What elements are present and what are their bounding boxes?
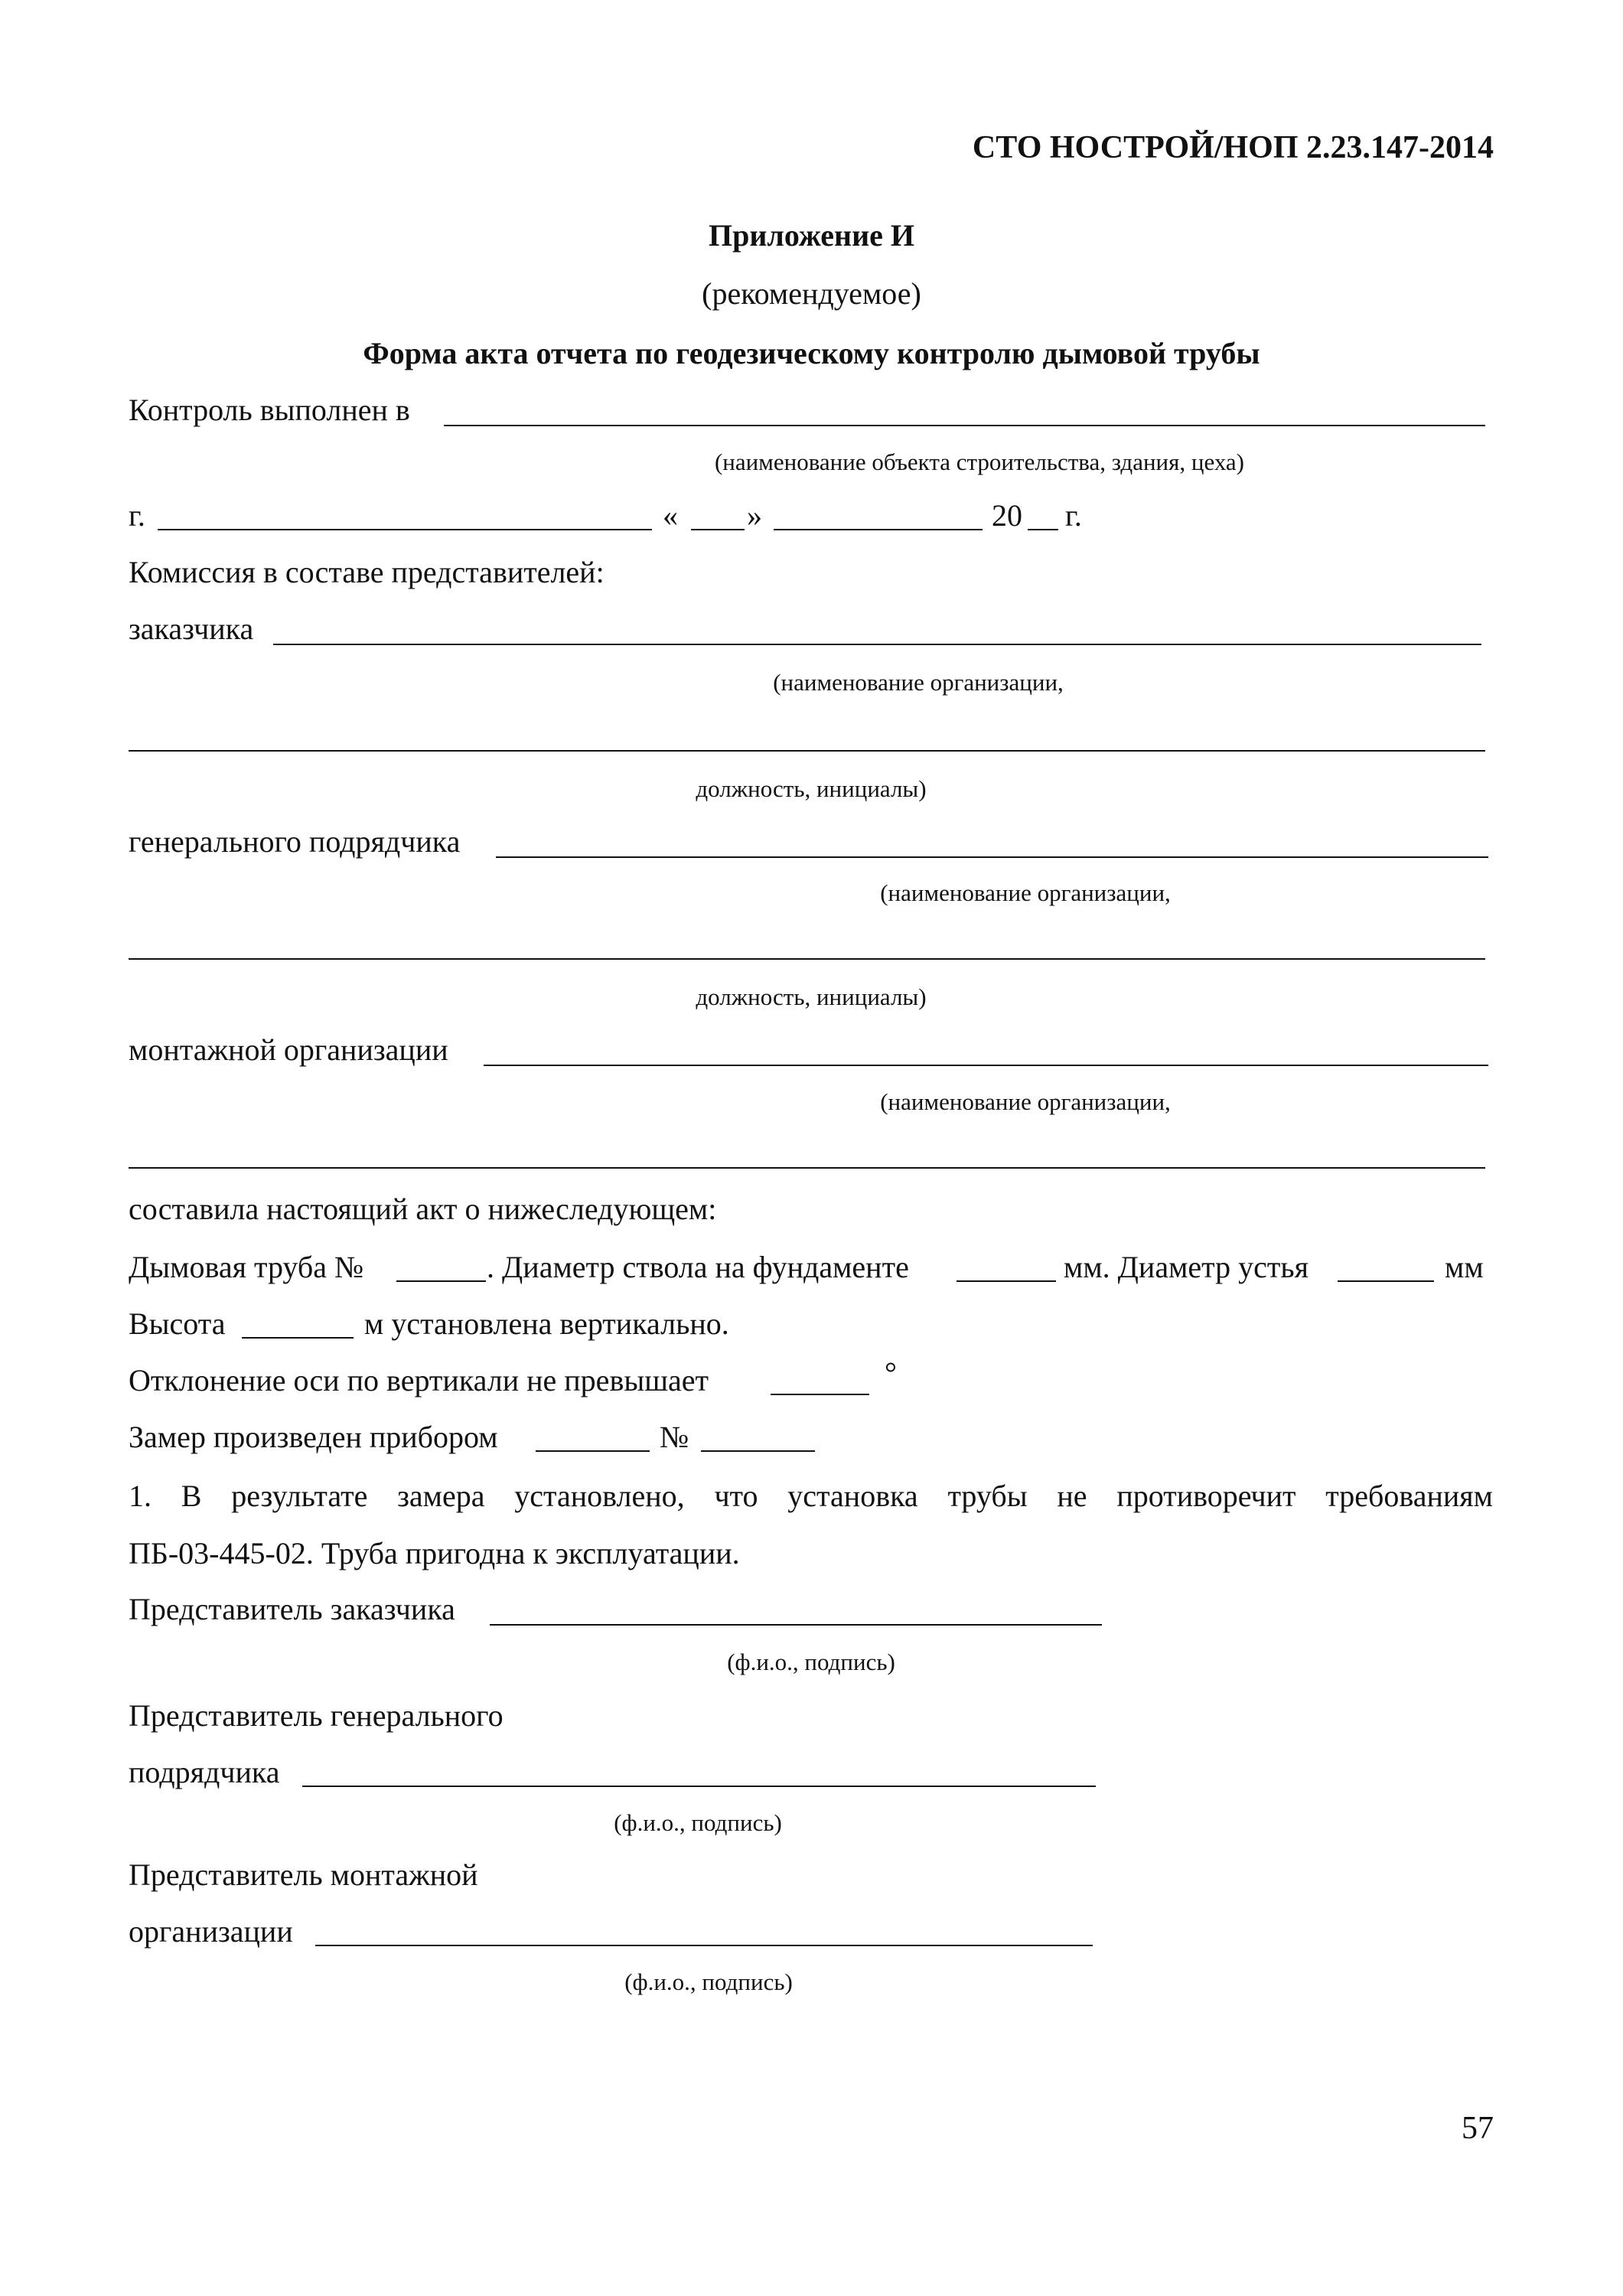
- base-diameter-field[interactable]: [957, 1280, 1056, 1282]
- height-field[interactable]: [242, 1337, 354, 1339]
- installer-signature-field[interactable]: [315, 1945, 1093, 1946]
- object-name-field[interactable]: [444, 425, 1485, 426]
- org-hint-1: (наименование организации,: [773, 669, 1064, 696]
- day-field[interactable]: [691, 529, 745, 530]
- height-suffix: м установлена вертикально.: [364, 1306, 729, 1341]
- month-field[interactable]: [774, 529, 983, 530]
- page-number: 57: [1462, 2111, 1494, 2146]
- form-title: Форма акта отчета по геодезическому контролю дымовой трубы: [363, 336, 1260, 370]
- installer-field-2[interactable]: [129, 1167, 1485, 1169]
- org-hint-3: (наименование организации,: [880, 1088, 1171, 1115]
- result-line-2: ПБ-03-445-02. Труба пригодна к эксплуатации.: [129, 1536, 740, 1570]
- customer-label: заказчика: [129, 612, 254, 646]
- general-contractor-field-2[interactable]: [129, 958, 1485, 960]
- installer-rep-label-1: Представитель монтажной: [129, 1857, 478, 1892]
- customer-rep-label: Представитель заказчика: [129, 1592, 455, 1626]
- instrument-field[interactable]: [536, 1450, 650, 1452]
- degree-sign: °: [885, 1355, 897, 1390]
- result-line-1: 1. В результате замера установлено, что установка трубы не противоречит требованиям: [129, 1479, 1493, 1513]
- year-field[interactable]: [1028, 529, 1058, 530]
- deviation-label: Отклонение оси по вертикали не превышает: [129, 1363, 709, 1397]
- general-rep-label-2: подрядчика: [129, 1755, 280, 1789]
- general-contractor-label: генерального подрядчика: [129, 824, 461, 859]
- signature-hint-3: (ф.и.о., подпись): [624, 1968, 793, 1995]
- commission-label: Комиссия в составе представителей:: [129, 555, 605, 589]
- quote-open: «: [663, 498, 678, 533]
- control-label: Контроль выполнен в: [129, 393, 410, 427]
- city-field[interactable]: [158, 529, 652, 530]
- general-rep-label-1: Представитель генерального: [129, 1698, 504, 1733]
- instrument-number-field[interactable]: [701, 1450, 815, 1452]
- composed-text: составила настоящий акт о нижеследующем:: [129, 1192, 717, 1226]
- measurement-label: Замер произведен прибором: [129, 1420, 498, 1454]
- number-sign: №: [660, 1420, 689, 1454]
- general-contractor-field[interactable]: [496, 856, 1488, 858]
- installer-rep-label-2: организации: [129, 1914, 293, 1949]
- signature-hint-2: (ф.и.о., подпись): [614, 1809, 782, 1836]
- mm-label-1: мм. Диаметр устья: [1064, 1250, 1309, 1284]
- customer-signature-field[interactable]: [490, 1624, 1102, 1626]
- customer-field[interactable]: [273, 644, 1481, 645]
- org-hint-2: (наименование организации,: [880, 879, 1171, 906]
- general-signature-field[interactable]: [302, 1786, 1096, 1787]
- height-label: Высота: [129, 1306, 226, 1341]
- signature-hint-1: (ф.и.о., подпись): [727, 1649, 895, 1675]
- mm-label-2: мм: [1445, 1250, 1484, 1284]
- installer-label: монтажной организации: [129, 1032, 448, 1067]
- position-hint-2: должность, инициалы): [696, 983, 927, 1010]
- appendix-title: Приложение И: [708, 218, 915, 253]
- installer-field[interactable]: [484, 1065, 1488, 1066]
- chimney-label: Дымовая труба №: [129, 1250, 364, 1284]
- standard-code: СТО НОСТРОЙ/НОП 2.23.147-2014: [972, 130, 1494, 165]
- object-hint: (наименование объекта строительства, здания, цеха): [714, 448, 1245, 475]
- city-prefix: г.: [129, 498, 145, 533]
- top-diameter-field[interactable]: [1338, 1280, 1434, 1282]
- position-hint-1: должность, инициалы): [696, 775, 927, 802]
- year-prefix: 20: [992, 498, 1022, 533]
- base-diameter-label: . Диаметр ствола на фундаменте: [487, 1250, 909, 1284]
- customer-field-2[interactable]: [129, 750, 1485, 752]
- chimney-number-field[interactable]: [396, 1280, 486, 1282]
- deviation-field[interactable]: [771, 1394, 869, 1395]
- year-suffix: г.: [1065, 498, 1082, 533]
- quote-close: »: [747, 498, 762, 533]
- appendix-status: (рекомендуемое): [702, 276, 921, 311]
